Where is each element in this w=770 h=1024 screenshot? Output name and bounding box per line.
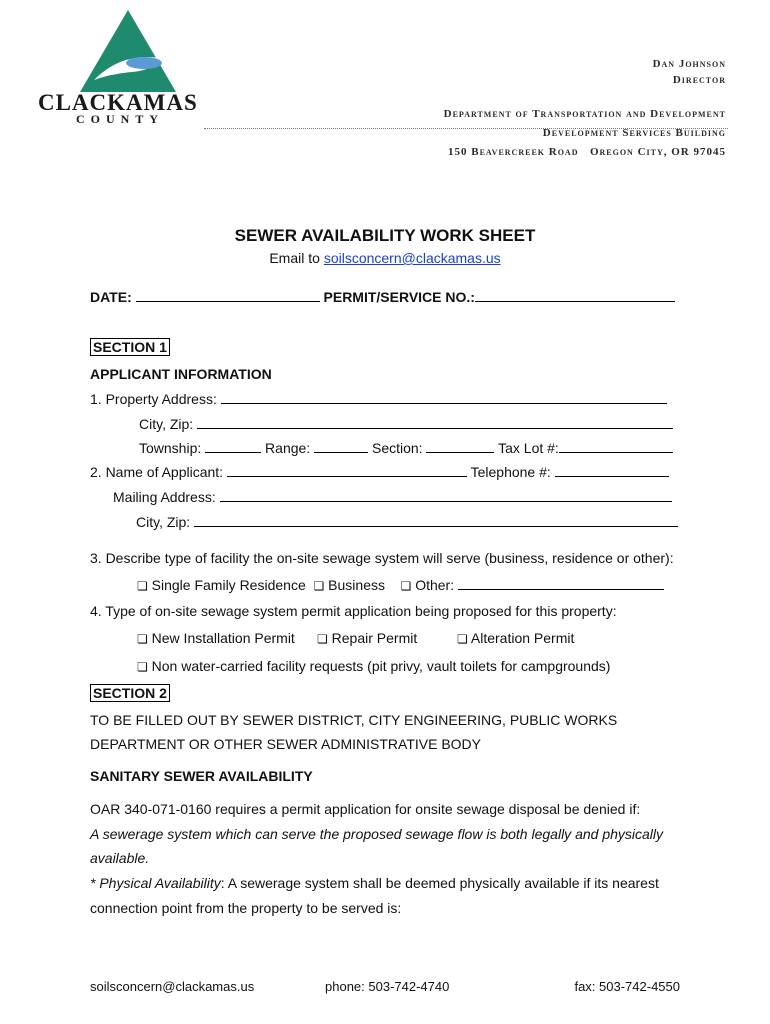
non-water-option xyxy=(137,658,610,674)
city-zip-label: City, Zip: xyxy=(139,416,194,432)
date-label: DATE: xyxy=(90,289,132,305)
footer-email: soilsconcern@clackamas.us xyxy=(90,979,255,994)
director-title: Director xyxy=(672,74,726,86)
applicant-name-field[interactable] xyxy=(227,464,467,477)
permit-label: PERMIT/SERVICE NO.: xyxy=(323,289,475,305)
section-label: Section: xyxy=(371,440,423,456)
new-installation-option xyxy=(137,630,295,646)
physical-availability-line2: connection point from the property to be served is: xyxy=(90,900,402,916)
new-installation-checkbox[interactable]: ❏ xyxy=(137,632,148,646)
section-field[interactable] xyxy=(426,440,494,453)
address-street: 150 Beavercreek Road xyxy=(448,146,579,158)
other-checkbox[interactable]: ❏ xyxy=(400,579,412,593)
q3-text: 3. Describe type of facility the on-site sewage system will serve (business, residence or other): xyxy=(90,550,674,566)
applicant-name-label: 2. Name of Applicant: xyxy=(90,464,224,480)
repair-checkbox[interactable]: ❏ xyxy=(317,632,328,646)
logo-name: CLACKAMAS xyxy=(38,90,198,115)
mailing-address-row xyxy=(113,489,672,505)
city-zip-field[interactable] xyxy=(197,416,673,429)
other-field[interactable] xyxy=(458,577,664,590)
non-water-checkbox[interactable]: ❏ xyxy=(137,660,148,674)
building-name: Development Services Building xyxy=(542,127,726,139)
section2-line2: DEPARTMENT OR OTHER SEWER ADMINISTRATIVE BODY xyxy=(90,736,482,752)
permit-field[interactable] xyxy=(475,289,675,302)
logo-county: COUNTY xyxy=(76,112,165,126)
alteration-checkbox[interactable]: ❏ xyxy=(457,632,468,646)
physical-availability-line xyxy=(90,875,659,891)
facility-options-row xyxy=(137,577,664,593)
range-field[interactable] xyxy=(314,440,368,453)
city-zip2-label: City, Zip: xyxy=(136,514,191,530)
q4-text: 4. Type of on-site sewage system permit application being proposed for this property: xyxy=(90,603,617,619)
applicant-info-heading: APPLICANT INFORMATION xyxy=(90,366,272,382)
email-link[interactable]: soilsconcern@clackamas.us xyxy=(323,250,501,266)
sanitary-sewer-heading: SANITARY SEWER AVAILABILITY xyxy=(90,768,313,784)
footer-fax: fax: 503-742-4550 xyxy=(574,979,680,994)
date-field[interactable] xyxy=(136,289,320,302)
city-zip2-field[interactable] xyxy=(194,514,678,527)
oar-text: OAR 340-071-0160 requires a permit application for onsite sewage disposal be denied if: xyxy=(90,801,641,817)
tax-lot-field[interactable] xyxy=(559,440,673,453)
business-checkbox[interactable]: ❏ xyxy=(313,579,325,593)
business-label: Business xyxy=(328,577,385,593)
telephone-label: Telephone #: xyxy=(470,464,551,480)
physical-availability-label: * Physical Availability xyxy=(90,875,221,891)
single-family-checkbox[interactable]: ❏ xyxy=(137,579,148,593)
email-line xyxy=(0,250,770,266)
property-address-field[interactable] xyxy=(221,391,667,404)
range-label: Range: xyxy=(265,440,311,456)
physical-availability-text: : A sewerage system shall be deemed physically available if its nearest xyxy=(220,875,659,891)
italic-line1: A sewerage system which can serve the proposed sewage flow is both legally and physically xyxy=(90,826,664,842)
page-title: SEWER AVAILABILITY WORK SHEET xyxy=(234,226,536,245)
township-row xyxy=(139,440,673,456)
mailing-address-field[interactable] xyxy=(220,489,672,502)
alteration-option xyxy=(457,630,574,646)
non-water-label: Non water-carried facility requests (pit privy, vault toilets for campgrounds) xyxy=(151,658,611,674)
property-address-label: 1. Property Address: xyxy=(90,391,217,407)
applicant-name-row xyxy=(90,464,669,480)
city-zip-row xyxy=(139,416,673,432)
repair-option xyxy=(317,630,417,646)
property-address-row xyxy=(90,391,667,407)
telephone-field[interactable] xyxy=(555,464,669,477)
section1-heading-wrap xyxy=(90,339,170,357)
new-installation-label: New Installation Permit xyxy=(151,630,295,646)
section2-line1: TO BE FILLED OUT BY SEWER DISTRICT, CITY ENGINEERING, PUBLIC WORKS xyxy=(90,712,618,728)
township-field[interactable] xyxy=(205,440,261,453)
other-label: Other: xyxy=(415,577,455,593)
director-name: Dan Johnson xyxy=(652,58,726,70)
township-label: Township: xyxy=(139,440,202,456)
italic-line2: available. xyxy=(90,850,150,866)
section2-heading-wrap xyxy=(90,685,170,703)
department-name: Department of Transportation and Development xyxy=(443,108,726,120)
single-family-label: Single Family Residence xyxy=(151,577,306,593)
date-row xyxy=(90,289,675,305)
footer-phone: phone: 503-742-4740 xyxy=(325,979,450,994)
section2-heading: SECTION 2 xyxy=(90,684,170,702)
repair-label: Repair Permit xyxy=(331,630,418,646)
city-zip2-row xyxy=(136,514,678,530)
alteration-label: Alteration Permit xyxy=(470,630,575,646)
email-prefix: Email to xyxy=(269,250,324,266)
tax-lot-label: Tax Lot #: xyxy=(498,440,559,456)
section1-heading: SECTION 1 xyxy=(90,338,170,356)
address-city: Oregon City, OR 97045 xyxy=(589,146,726,158)
mailing-address-label: Mailing Address: xyxy=(113,489,216,505)
